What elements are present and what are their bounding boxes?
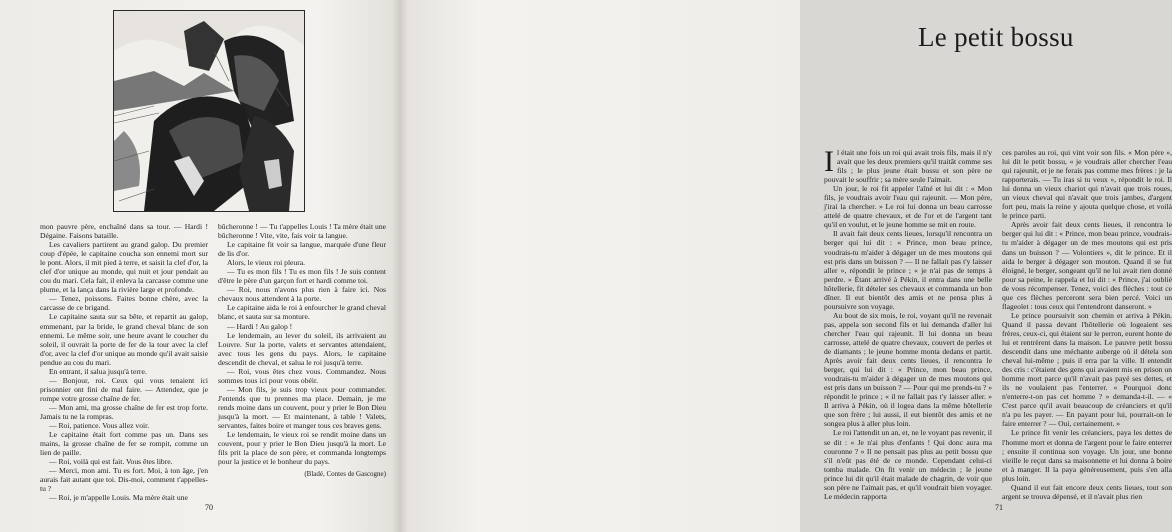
horseman-illustration-icon: [114, 11, 304, 211]
paragraph: Quand il eut fait encore deux cents lieues, tout son argent se trouva dépensé, et il n'avait plus rien: [1002, 482, 1172, 501]
paragraph: Le prince fit venir les créanciers, paya les dettes de l'homme mort et donna de l'argent pour le faire enterrer ; ensuite il continua son voyage. Un jour, une bonne vieille le reçut dans sa maisonnette et lui donna à boire et à manger. Il la paya généreusement, puis s'en alla plus loin.: [1002, 428, 1172, 483]
paragraph: Le lendemain, au lever du soleil, ils arrivaient au Louvre. Sur la porte, valets et servantes attendaient, avec tous les gens du pays. Alors, le capitaine descendit de cheval, et salua le roi jusqu'à terre.: [218, 330, 386, 367]
paragraph: Le capitaine fit voir sa langue, marquée d'une fleur de lis d'or.: [218, 240, 386, 259]
source-citation: (Bladé, Contes de Gascogne): [304, 470, 386, 479]
paragraph: Les cavaliers partirent au grand galop. Du premier coup d'épée, le capitaine coucha son ennemi mort sur le pont. Alors, il mit pied à terre, et saisit la clef d'or, la clef d'or unique au monde, qui nuit et jour pendait au cou du mari. Cela fait, il enleva la carcasse comme une plume, et la lança dans la rivière large et profonde.: [40, 240, 208, 295]
left-page: [0, 0, 400, 532]
paragraph: — Merci, mon ami. Tu es fort. Moi, à ton âge, j'en aurais fait autant que toi. Dis-moi, comment t'appelles-tu ?: [40, 466, 208, 494]
story-title: Le petit bossu: [918, 22, 1074, 52]
paragraph: Le roi l'attendit un an, et, ne le voyant pas revenir, il se dit : « Je n'ai plus d'enfants ! Qui donc aura ma couronne ? » Il ne pensait pas plus au petit bossu que s'il n'eût pas été de ce monde. Cependant celui-ci tomba malade. On fit venir un médecin ; le jeune prince lui dit qu'il était malade de chagrin, de voir que son père ne l'aimait pas, et qu'il voudrait bien voyager. Le médecin rapporta: [824, 428, 992, 501]
paragraph: ces paroles au roi, qui vint voir son fils. « Mon père », lui dit le petit bossu, « je voudrais aller chercher l'eau qui rajeunit, et je ne ferais pas comme mes frères : je la rapporterais. — Tu iras si tu veux », répondit le roi. Il lui donna un vieux chariot qui n'avait que trois roues, un vieux cheval qui n'avait que trois jambes, d'argent fort peu, mais la reine y ajouta quelque chose, et voilà le prince parti.: [1002, 148, 1172, 221]
paragraph: — Roi, patience. Vous allez voir.: [49, 421, 150, 431]
paragraph: — Tu es mon fils ! Tu es mon fils ! Je suis content d'être le père d'un garçon fort et hardi comme toi.: [218, 267, 386, 286]
paragraph: Un jour, le roi fit appeler l'aîné et lui dit : « Mon fils, je voudrais avoir l'eau qui rajeunit. — Mon père, j'irai la chercher. » Le roi lui donna un beau carrosse attelé de quatre chevaux, et de l'or et de l'argent tant qu'il en voulut, et le jeune homme se mit en route.: [824, 184, 992, 230]
page-number-left: 70: [205, 503, 213, 512]
right-page: [400, 0, 1172, 532]
left-column-2: [218, 222, 386, 479]
paragraph: — Hardi ! Au galop !: [227, 321, 293, 331]
right-column-2: [1002, 148, 1172, 501]
paragraph: — Mon fils, je suis trop vieux pour commander. J'entends que tu prennes ma place. Demain, je me rends moine dans un couvent, pour y prier le Bon Dieu jusqu'à la mort. — Et maintenant, à table ! Valets, servantes, faites boire et manger tous ces braves gens.: [218, 384, 386, 431]
opening-text: l était une fois un roi qui avait trois fils, mais il n'y avait que les deux premiers qu'il traitât comme ses fils ; le plus jeune était bossu et son père ne pouvait le souffrir ; sa mère seule l'aimait.: [824, 148, 992, 185]
paragraph: — Roi, voilà qui est fait. Vous êtes libre.: [49, 457, 173, 467]
paragraph: — Bonjour, roi. Ceux qui vous tenaient ici prisonnier ont fini de mal faire. — Attendez, que je rompe votre grosse chaîne de fer.: [40, 375, 208, 403]
paragraph: Le lendemain, le vieux roi se rendit moine dans un couvent, pour y prier le Bon Dieu jusqu'à la mort. Le fils prit la place de son père, et commanda longtemps pour la justice et le bonheur du pays.: [218, 430, 386, 467]
paragraph: Le capitaine aida le roi à enfourcher le grand cheval blanc, et sauta sur sa monture.: [218, 303, 386, 322]
paragraph: Il avait fait deux cents lieues, lorsqu'il rencontra un berger qui lui dit : « Prince, mon beau prince, voudrais-tu m'aider à dégager un de mes moutons qui est pris dans un buisson ? — Il ne fallait pas t'y laisser aller », répondit le prince ; « je n'ai pas de temps à perdre. » Étant arrivé à Pékin, il entra dans une belle hôtellerie, fit dételer ses chevaux et commanda un bon dîner. Il eut bientôt des amis et ne pensa plus à poursuivre son voyage.: [824, 229, 992, 311]
paragraph: — Mon ami, ma grosse chaîne de fer est trop forte. Jamais tu ne la rompras.: [40, 402, 208, 421]
paragraph: bûcheronne ! — Tu t'appelles Louis ! Ta mère était une bûcheronne ! Vite, vite, fais voir ta langue.: [218, 222, 386, 241]
opening-paragraph: [824, 145, 992, 185]
paragraph: mon pauvre père, enchaîné dans sa tour. — Hardi ! Dégaine. Faisons bataille.: [40, 222, 208, 241]
left-column-1: [40, 222, 208, 502]
paragraph: — Roi, nous n'avons plus rien à faire ici. Nos chevaux nous attendent à la porte.: [218, 285, 386, 304]
paragraph: Au bout de six mois, le roi, voyant qu'il ne revenait pas, appela son second fils et lui demanda d'aller lui chercher l'eau qui rajeunit. Il lui donna un beau carrosse, attelé de quatre chevaux, couvert de perles et de diamants ; le jeune homme monta dedans et partit. Après avoir fait deux cents lieues, il rencontra le berger, qui lui dit : « Prince, mon beau prince, voudrais-tu m'aider à dégager un de mes moutons qui est pris dans un buisson ? — Pour qui me prends-tu ? » répondit le prince ; « il ne fallait pas t'y laisser aller. » Il arriva à Pékin, où il logea dans la même hôtellerie que son frère ; lui aussi, il eut bientôt des amis et ne songea plus à aller plus loin.: [824, 310, 992, 429]
paragraph: Le prince poursuivit son chemin et arriva à Pékin. Quand il passa devant l'hôtellerie où logeaient ses frères, ceux-ci, qui étaient sur le perron, eurent honte de lui et rentrèrent dans la maison. Le pauvre petit bossu descendit dans une méchante auberge où il dételа son cheval lui-même ; puis il erra par la ville. Il entendit des cris : c'étaient des gens qui avaient mis en prison un homme mort parce qu'il n'avait pas payé ses dettes, et ils ne voulaient pas l'enterrer. « Pourquoi donc n'enterre-t-on pas cet homme ? » demanda-t-il. — « C'est parce qu'il avait beaucoup de créanciers et qu'il n'a pu les payer. — En payant pour lui, pourrait-on le faire enterrer ? — Oui, certainement. »: [1002, 310, 1172, 429]
paragraph: Alors, le vieux roi pleura.: [227, 258, 306, 268]
paragraph: Le capitaine sauta sur sa bête, et repartit au galop, emmenant, par la bride, le grand cheval blanc de son ennemi. Le même soir, une heure avant le coucher du soleil, il ouvrait la porte de fer de la tour avec la clef d'or, avec la clef d'or unique au monde qu'il avait saisie pendue au cou du mari.: [40, 312, 208, 367]
paragraph: — Tenez, poissons. Faites bonne chère, avec la carcasse de ce brigand.: [40, 294, 208, 313]
paragraph: Après avoir fait deux cents lieues, il rencontra le berger qui lui dit : « Prince, mon beau prince, voudrais-tu m'aider à dégager un de mes moutons qui est pris dans un buisson ? — Volontiers », dit le prince. Et il aida le berger à dégager son mouton. Quand il se fut éloigné, le berger, songeant qu'il ne lui avait rien donné pour sa peine, le rappela et lui dit : « Prince, j'ai oublié de vous récompenser. Tenez, voici des flèches : tout ce que ces flèches perceront sera bien percé. Voici un flageolet : tous ceux qui l'entendront danseront. »: [1002, 220, 1172, 311]
paragraph: Le capitaine était fort comme pas un. Dans ses mains, la grosse chaîne de fer se rompit, comme un lien de paille.: [40, 430, 208, 458]
woodcut-illustration: [113, 10, 305, 212]
paragraph: — Roi, vous êtes chez vous. Commandez. Nous sommes tous ici pour vous obéir.: [218, 366, 386, 385]
paragraph: En entrant, il salua jusqu'à terre.: [49, 366, 147, 376]
drop-cap: I: [824, 145, 834, 178]
page-number-right: 71: [995, 503, 1003, 512]
paragraph: — Roi, je m'appelle Louis. Ma mère était une: [49, 493, 188, 503]
right-column-1: [824, 145, 992, 501]
